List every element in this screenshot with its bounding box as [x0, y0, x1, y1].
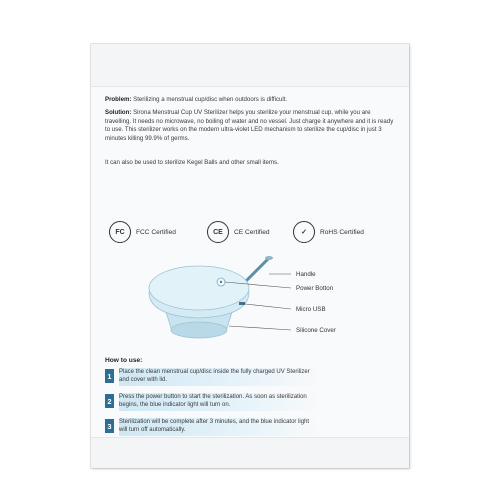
label-micro-usb: Micro USB: [296, 306, 326, 313]
cert-fcc: [109, 220, 176, 244]
handle-tip: [265, 256, 273, 260]
cert-rohs: [293, 220, 364, 244]
rohs-check-icon: ✓: [293, 221, 315, 243]
ce-logo-icon: CE: [207, 221, 229, 243]
cert-fcc-label: FCC Certified: [136, 228, 176, 236]
cover-base: [171, 322, 227, 338]
box-top-flap: [91, 44, 409, 87]
extra-use-text: It can also be used to sterilize Kegel Balls and other small items.: [105, 159, 279, 166]
device-lid: [149, 266, 249, 310]
usb-callout-line: [245, 304, 291, 309]
solution-text: Sirona Menstrual Cup UV Sterilizer helps you sterilize your menstrual cup, while you are travelling. It needs no microwave, no boiling of water and no vessel. Just charge it anywhere and it is ready to use. This sterilizer works on the modern ultra-violet LED mechanism to sterilize the cup/disc in just 3 minutes killing 99.9% of germs.: [105, 109, 394, 142]
box-bottom-flap: [91, 437, 409, 468]
cert-rohs-label: RoHS Certified: [320, 228, 364, 236]
cert-ce: [207, 220, 270, 244]
step-text: Sterilization will be complete after 3 minutes, and the blue indicator light will turn off automatically.: [119, 418, 323, 436]
step-1: [105, 368, 330, 388]
label-power-button: Power Botton: [296, 285, 334, 292]
product-box: [91, 44, 409, 468]
sterilizer-illustration: [141, 250, 311, 350]
cert-ce-label: CE Certified: [234, 228, 270, 236]
step-3: [105, 418, 330, 438]
how-to-title: How to use:: [105, 357, 143, 364]
solution-paragraph: [105, 109, 395, 143]
step-number: 2: [105, 394, 114, 408]
step-number: 1: [105, 369, 114, 383]
cover-callout-line: [229, 326, 291, 330]
solution-label: Solution:: [105, 109, 132, 116]
problem-label: Problem:: [105, 96, 132, 103]
step-text: Place the clean menstrual cup/disc inside the fully charged UV Sterilizer and cover with lid.: [119, 368, 323, 386]
micro-usb-port: [239, 302, 245, 305]
step-2: [105, 393, 330, 413]
label-silicone-cover: Silicone Cover: [296, 327, 336, 334]
fc-logo-icon: FC: [109, 221, 131, 243]
step-number: 3: [105, 419, 114, 433]
step-text: Press the power button to start the sterilization. As soon as sterilization begins, the blue indicator light will turn on.: [119, 393, 323, 411]
indicator-light: [220, 281, 222, 283]
problem-paragraph: [105, 96, 395, 105]
label-handle: Handle: [296, 271, 316, 278]
problem-text: Sterilizing a menstrual cup/disc when outdoors is difficult.: [133, 96, 288, 103]
